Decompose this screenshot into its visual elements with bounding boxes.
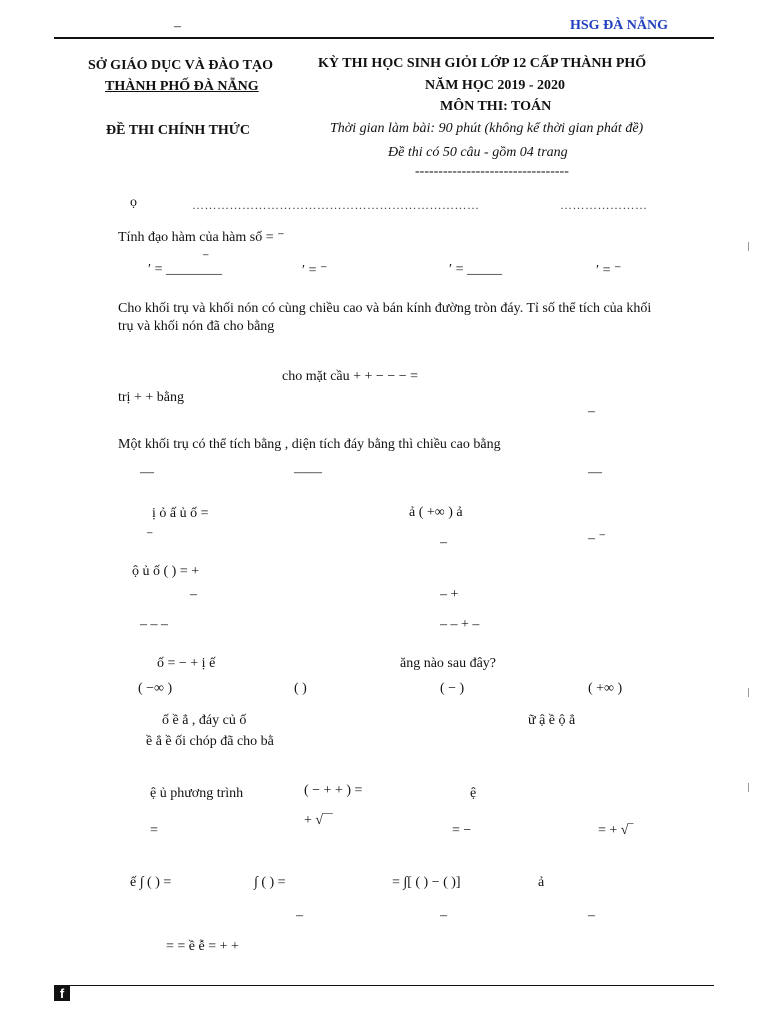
question-text-line: – bbox=[440, 535, 447, 550]
name-dots: …………………………………………………………… bbox=[192, 198, 480, 212]
time-allowed: Thời gian làm bài: 90 phút (không kể thời gian phát đề) bbox=[330, 121, 644, 136]
question-text-line: ả ( +∞ ) ả bbox=[409, 505, 463, 520]
question-text-line: ả bbox=[538, 875, 545, 890]
subject: MÔN THI: TOÁN bbox=[440, 99, 552, 114]
margin-mark bbox=[748, 242, 749, 251]
question-text-line: ố = − + ị ế bbox=[157, 656, 216, 671]
question-text-line: — bbox=[588, 465, 602, 480]
question-text-line: ( − ) bbox=[440, 681, 465, 696]
question-text-line: ề ẳ ề ối chóp đã cho bằ bbox=[146, 734, 274, 749]
question-text-line: ′ = ⁻ bbox=[596, 263, 622, 278]
question-text-line: ăng nào sau đây? bbox=[400, 656, 497, 671]
question-text-line: ố ề ẳ , đáy củ ố bbox=[162, 713, 247, 728]
question-text-line: ( −∞ ) bbox=[138, 681, 173, 696]
department-name: SỞ GIÁO DỤC VÀ ĐÀO TẠO bbox=[88, 58, 274, 73]
question-text-line: ′ = _____ bbox=[449, 262, 502, 277]
question-text-line: = = ề ễ = + + bbox=[166, 939, 239, 954]
question-text-line: Tính đạo hàm của hàm số = ⁻ bbox=[118, 230, 285, 245]
official-exam-label: ĐỀ THI CHÍNH THỨC bbox=[106, 123, 251, 138]
question-text-line: = bbox=[150, 823, 158, 838]
question-text-line: = ∫[ ( ) − ( )] bbox=[392, 875, 461, 890]
question-text-line: ⁻ bbox=[202, 251, 210, 266]
question-text-line: ⁻ bbox=[146, 529, 154, 544]
question-text-line: ′ = ________ bbox=[148, 262, 222, 277]
question-text-line: = − bbox=[452, 823, 472, 838]
question-text-line: ∫ ( ) = bbox=[254, 875, 286, 890]
question-text-line: Một khối trụ có thể tích bằng , diện tích đáy bằng thì chiều cao bằng bbox=[118, 437, 501, 452]
question-text-line: ữ ậ ề ộ ẳ bbox=[528, 713, 576, 728]
question-text-line: + √‾‾ bbox=[304, 813, 333, 828]
question-text-line: trị + + bằng bbox=[118, 390, 184, 405]
question-text-line: – ⁻ bbox=[588, 531, 606, 546]
question-text-line: ộ ủ ố ( ) = + bbox=[132, 564, 200, 579]
header-school-name: HSG ĐÀ NẴNG bbox=[570, 18, 669, 33]
school-year: NĂM HỌC 2019 - 2020 bbox=[425, 78, 565, 93]
footer-divider bbox=[54, 985, 714, 986]
header-divider bbox=[54, 37, 714, 39]
question-text-line: – – + – bbox=[440, 617, 480, 632]
question-text-line: — bbox=[140, 465, 154, 480]
margin-mark bbox=[748, 688, 749, 697]
city-name: THÀNH PHỐ ĐÀ NẴNG bbox=[105, 79, 259, 94]
question-text-line: ệ bbox=[470, 786, 477, 801]
question-text-line: ( +∞ ) bbox=[588, 681, 623, 696]
question-text-line: ị ỏ ấ ủ ố = bbox=[152, 506, 209, 521]
question-text-line: ế ∫ ( ) = bbox=[130, 875, 172, 890]
exam-title: KỲ THI HỌC SINH GIỎI LỚP 12 CẤP THÀNH PHỐ bbox=[318, 56, 647, 71]
page-count: Đề thi có 50 câu - gồm 04 trang bbox=[388, 145, 568, 160]
question-text-line: – bbox=[588, 404, 595, 419]
facebook-icon[interactable]: f bbox=[54, 985, 70, 1001]
question-text-line: cho mặt cầu + + − − − = bbox=[282, 369, 419, 384]
id-dots: ………………… bbox=[560, 198, 648, 212]
question-text-line: – bbox=[588, 908, 595, 923]
question-text-line: Cho khối trụ và khối nón có cùng chiều cao và bán kính đường tròn đáy. Tỉ số thể tích của khối bbox=[118, 301, 652, 316]
name-line-glyph: ọ bbox=[130, 195, 137, 210]
question-text-line: = + √‾ bbox=[598, 823, 634, 838]
question-text-line: – bbox=[296, 908, 303, 923]
header-dash: – bbox=[174, 19, 181, 34]
question-text-line: – bbox=[440, 908, 447, 923]
question-text-line: ( − + + ) = bbox=[304, 783, 363, 798]
question-text-line: —— bbox=[294, 465, 322, 480]
question-text-line: ( ) bbox=[294, 681, 307, 696]
question-text-line: ệ ủ phương trình bbox=[150, 786, 244, 801]
question-text-line: – – – bbox=[140, 617, 168, 632]
question-text-line: trụ và khối nón đã cho bằng bbox=[118, 319, 275, 334]
title-separator: --------------------------------- bbox=[415, 164, 569, 179]
question-text-line: – + bbox=[440, 587, 459, 602]
question-text-line: ′ = ⁻ bbox=[302, 263, 328, 278]
question-text-line: – bbox=[190, 587, 197, 602]
margin-mark bbox=[748, 783, 749, 792]
